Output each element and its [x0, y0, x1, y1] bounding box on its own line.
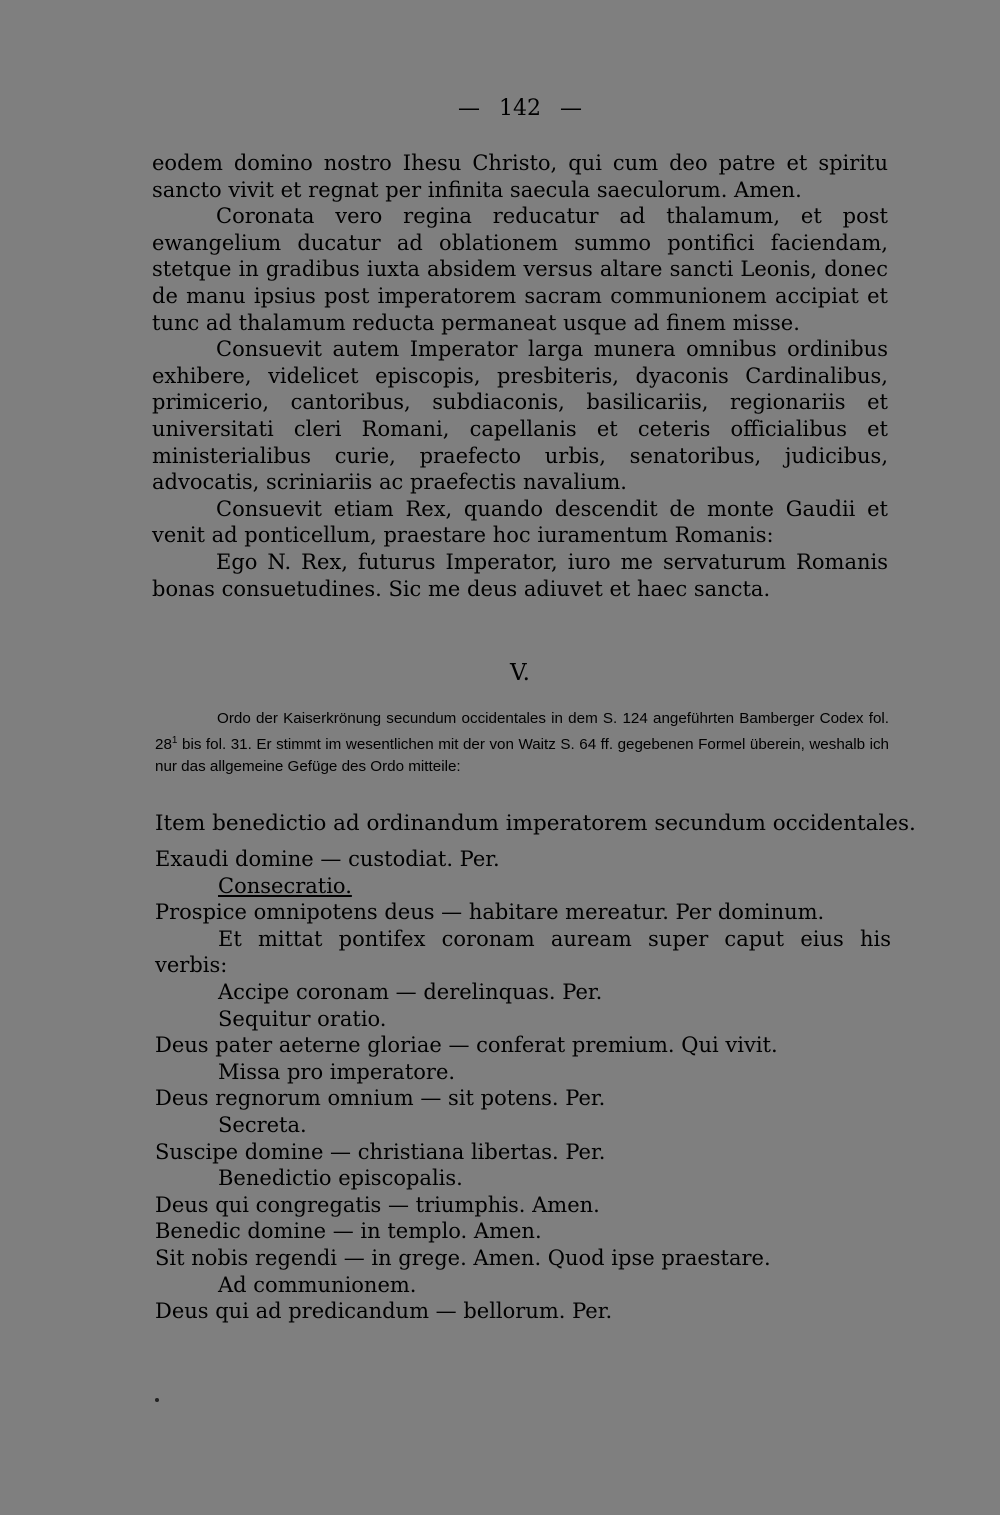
- ordo-line: Deus qui ad predicandum — bellorum. Per.: [155, 1299, 613, 1324]
- page-number: — 142 —: [458, 96, 582, 121]
- prose-section: [152, 150, 888, 602]
- ordo-rubric-underlined: Consecratio.: [218, 873, 352, 898]
- ordo-line: Prospice omnipotens deus — habitare mereatur. Per dominum.: [155, 900, 825, 925]
- ordo-line: Suscipe domine — christiana libertas. Per.: [155, 1139, 606, 1164]
- ordo-rubric-wrapped: Et mittat pontifex coronam auream super caput eius his verbis:: [155, 926, 891, 978]
- ordo-line: Deus regnorum omnium — sit potens. Per.: [155, 1086, 606, 1111]
- editorial-note: [155, 708, 889, 778]
- paragraph-oath: Ego N. Rex, futurus Imperator, iuro me servaturum Romanis bonas consuetudines. Sic me deus adiuvet et haec sancta.: [152, 549, 888, 601]
- editorial-note-superscript: 1: [171, 735, 178, 746]
- ordo-rubric: Sequitur oratio.: [218, 1006, 387, 1031]
- ordo-rubric: Missa pro imperatore.: [218, 1059, 456, 1084]
- paragraph-coronata: Coronata vero regina reducatur ad thalamum, et post ewangelium ducatur ad oblationem summo pontifici faciendam, stetque in gradibus iuxta absidem versus altare sancti Leonis, donec de manu ipsius post imperatorem sacram communionem accipiat et tunc ad thalamum reducta permaneat usque ad finem misse.: [152, 204, 888, 335]
- ordo-list: [155, 846, 891, 1325]
- ordo-rubric: Ad communionem.: [218, 1272, 417, 1297]
- paragraph-consuevit-imperator: Consuevit autem Imperator larga munera omnibus ordinibus exhibere, videlicet episcopis, presbiteris, dyaconis Cardinalibus, primicerio, cantoribus, subdiaconis, basilicariis, regionariis et universitati cleri Romani, capellanis et ceteris officialibus et ministerialibus curie, praefecto urbis, senatoribus, judicibus, advocatis, scriniariis ac praefectis navalium.: [152, 337, 888, 495]
- ordo-line-indented: Accipe coronam — derelinquas. Per.: [218, 979, 603, 1004]
- editorial-note-text-2: bis fol. 31. Er stimmt im wesentlichen mit der von Waitz S. 64 ff. gegebenen Formel überein, weshalb ich nur das allgemeine Gefüge des Ordo mitteile:: [155, 736, 889, 776]
- paragraph-consuevit-rex: Consuevit etiam Rex, quando descendit de monte Gaudii et venit ad ponticellum, praestare hoc iuramentum Romanis:: [152, 496, 888, 548]
- paragraph-continuation: eodem domino nostro Ihesu Christo, qui cum deo patre et spiritu sancto vivit et regnat per infinita saecula saeculorum. Amen.: [152, 151, 888, 202]
- ordo-rubric: [155, 873, 891, 900]
- ordo-line: Deus qui congregatis — triumphis. Amen.: [155, 1192, 600, 1217]
- ordo-title: Item benedictio ad ordinandum imperatorem secundum occidentales.: [155, 811, 916, 836]
- section-heading: V.: [510, 660, 530, 686]
- editorial-note-text-1: Ordo der Kaiserkrönung secundum occidentales in dem S. 124 angeführten Bamberger Codex fol. 28: [155, 710, 889, 754]
- ordo-rubric: Secreta.: [218, 1112, 307, 1137]
- ordo-line: Benedic domine — in templo. Amen.: [155, 1219, 542, 1244]
- ordo-line: Sit nobis regendi — in grege. Amen. Quod ipse praestare.: [155, 1245, 771, 1270]
- ordo-line: Exaudi domine — custodiat. Per.: [155, 847, 500, 871]
- stray-mark: [155, 1398, 159, 1402]
- ordo-line: Deus pater aeterne gloriae — conferat premium. Qui vivit.: [155, 1033, 778, 1058]
- ordo-rubric: Benedictio episcopalis.: [218, 1166, 463, 1191]
